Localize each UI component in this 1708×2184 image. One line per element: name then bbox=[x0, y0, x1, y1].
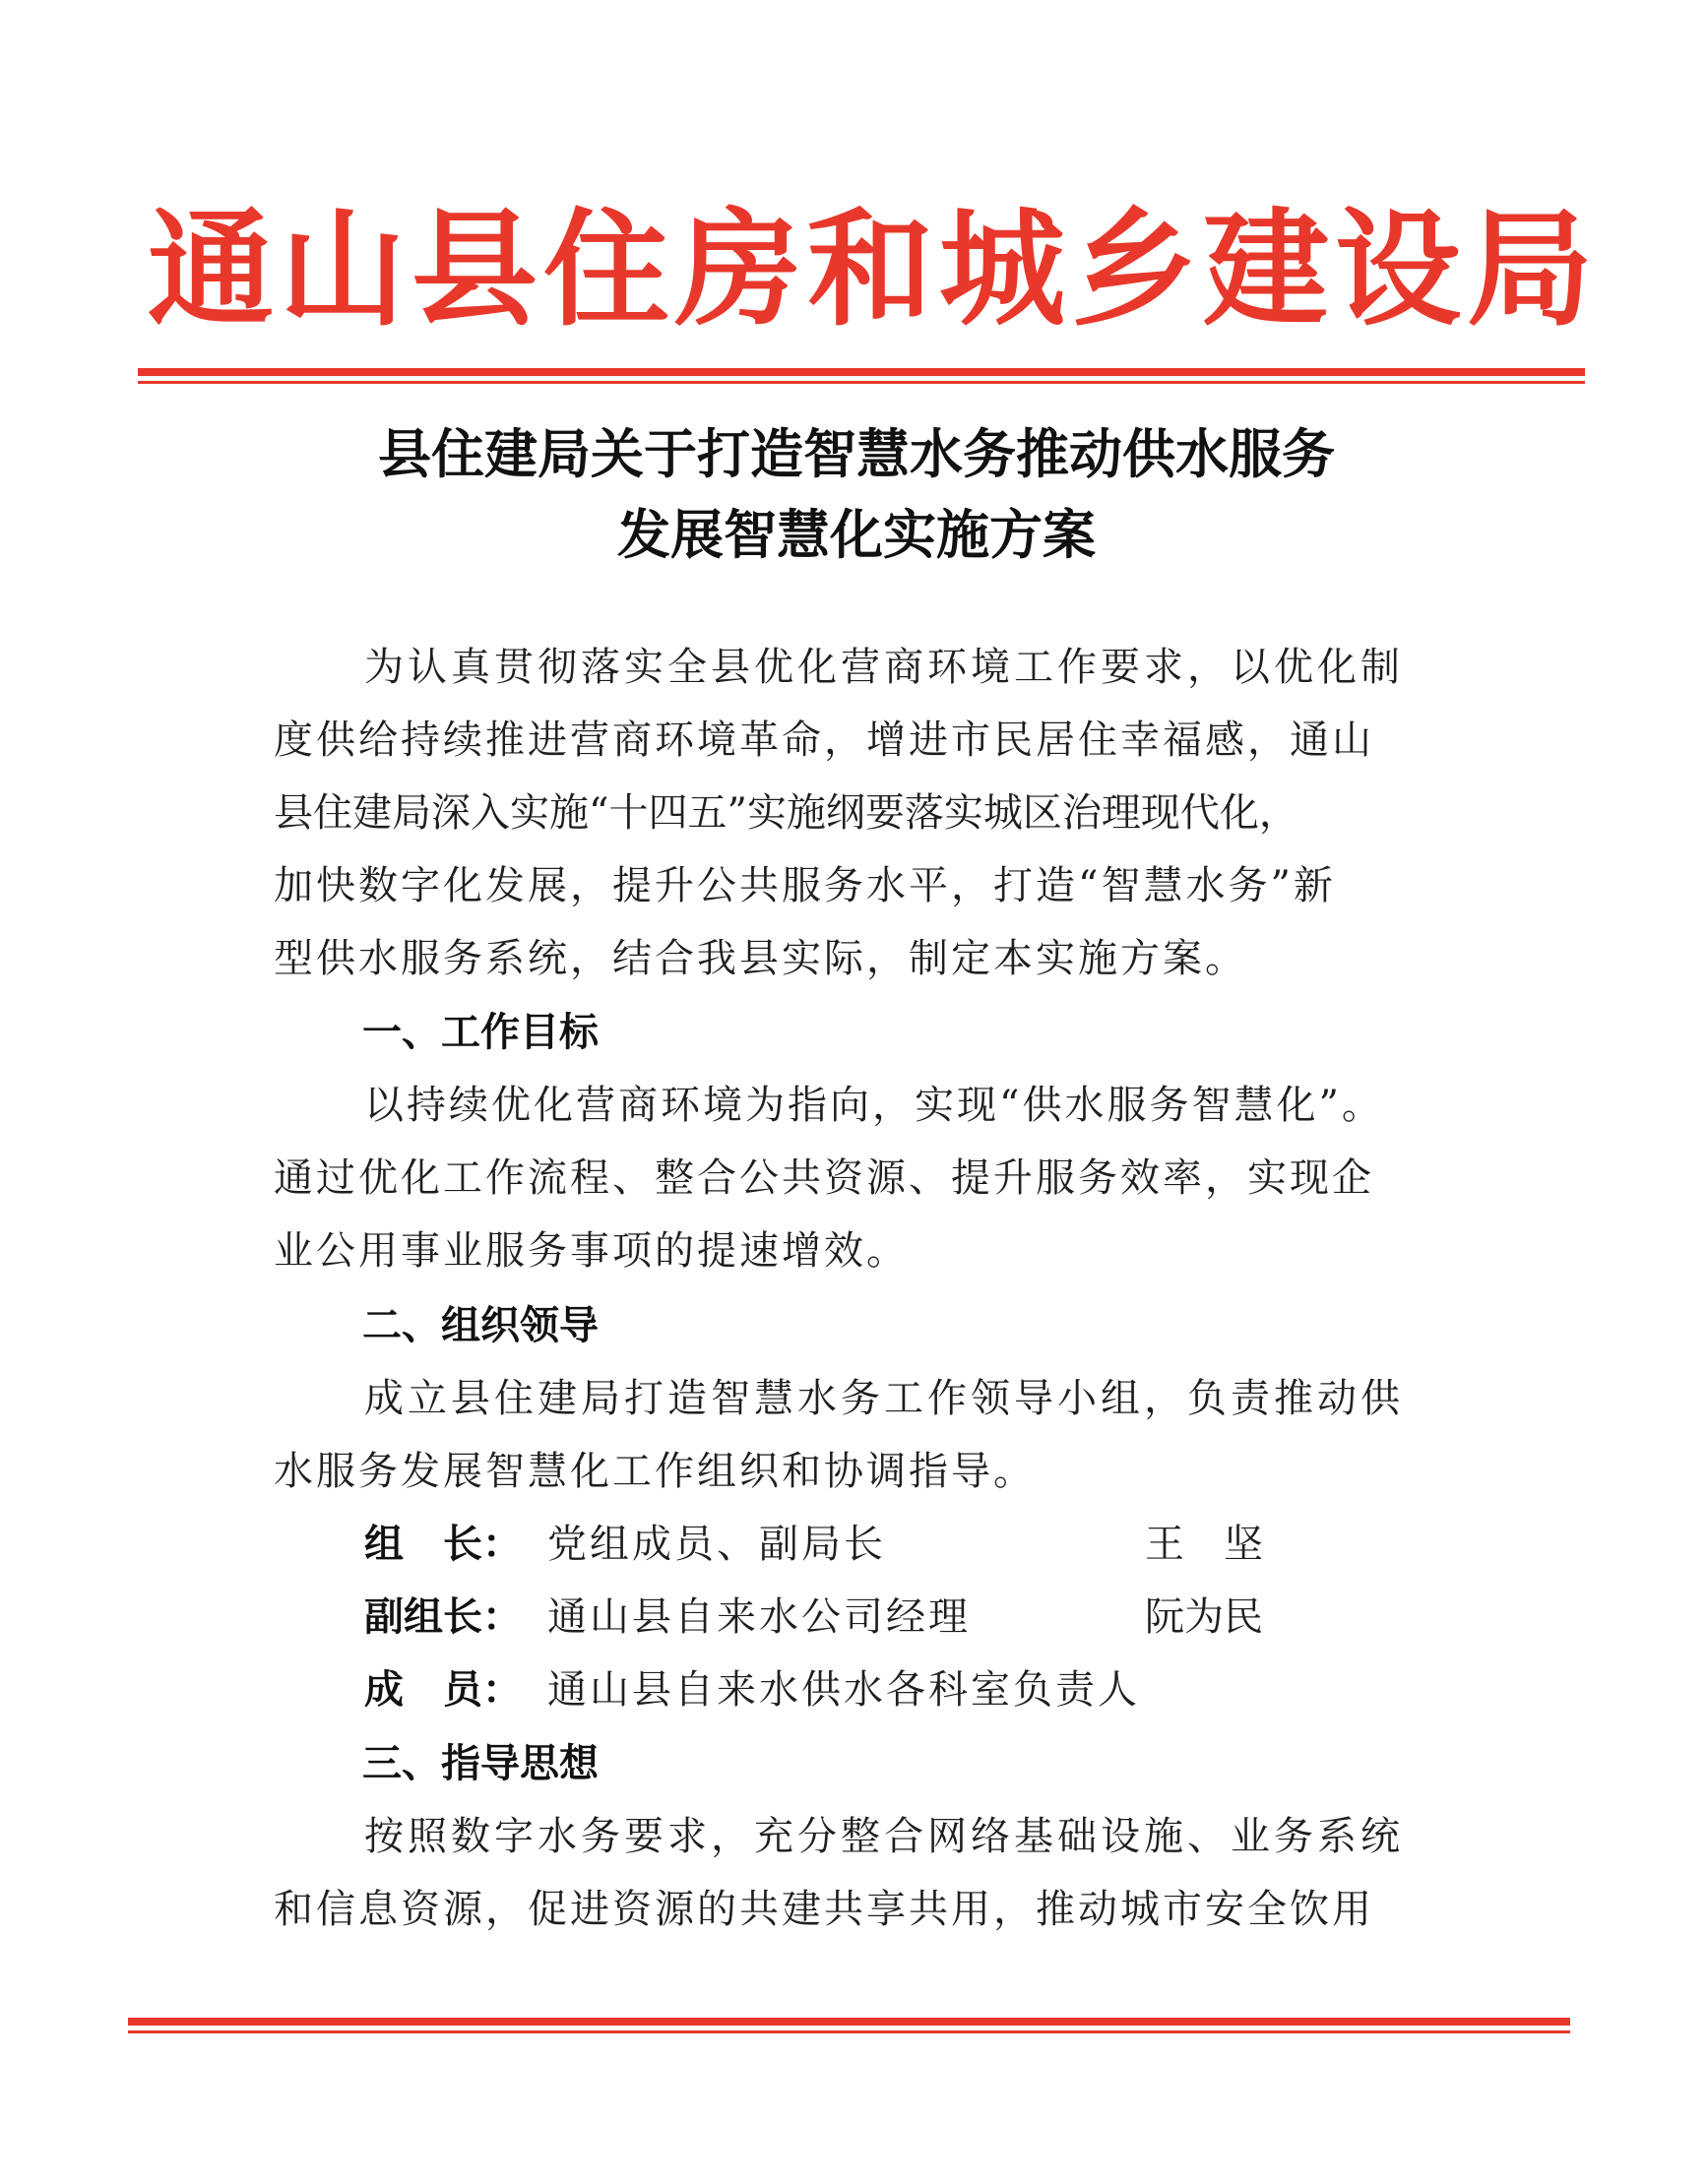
member-title-members: 通山县自来水供水各科室负责人 bbox=[547, 1667, 1140, 1713]
member-name-leader: 王 坚 bbox=[1145, 1522, 1263, 1567]
divider-thin-line bbox=[138, 381, 1585, 384]
member-title-leader: 党组成员、副局长 bbox=[547, 1522, 886, 1567]
intro-line-3: 县住建局深入实施“十四五”实施纲要落实城区治理现代化， bbox=[274, 790, 1298, 836]
section2-heading: 二、组织领导 bbox=[362, 1303, 599, 1348]
member-role-leader: 组 长： bbox=[364, 1522, 522, 1567]
masthead-org-name: 通山县住房和城乡建设局 bbox=[148, 197, 1600, 343]
member-role-deputy: 副组长： bbox=[364, 1594, 522, 1640]
section2-line-2: 水服务发展智慧化工作组织和协调指导。 bbox=[274, 1449, 1036, 1494]
document-title bbox=[197, 413, 1516, 575]
section3-line-2: 和信息资源，促进资源的共建共享共用，推动城市安全饮用 bbox=[274, 1887, 1374, 1932]
document-title-line-1: 县住建局关于打造智慧水务推动供水服务 bbox=[378, 422, 1335, 485]
footer-divider-thick-line bbox=[128, 2018, 1570, 2026]
section1-line-2: 通过优化工作流程、整合公共资源、提升服务效率，实现企 bbox=[274, 1155, 1374, 1201]
member-name-deputy: 阮为民 bbox=[1145, 1594, 1263, 1640]
intro-line-2: 度供给持续推进营商环境革命，增进市民居住幸福感，通山 bbox=[274, 718, 1374, 763]
section3-heading: 三、指导思想 bbox=[362, 1741, 599, 1786]
section3-line-1: 按照数字水务要求，充分整合网络基础设施、业务系统 bbox=[364, 1814, 1404, 1859]
section2-line-1: 成立县住建局打造智慧水务工作领导小组，负责推动供 bbox=[364, 1376, 1404, 1421]
section1-line-3: 业公用事业服务事项的提速增效。 bbox=[274, 1228, 909, 1274]
intro-line-5: 型供水服务系统，结合我县实际，制定本实施方案。 bbox=[274, 936, 1247, 981]
section1-line-1: 以持续优化营商环境为指向，实现“供水服务智慧化”。 bbox=[364, 1083, 1384, 1128]
document-title-line-2: 发展智慧化实施方案 bbox=[617, 503, 1096, 566]
footer-divider bbox=[128, 2018, 1570, 2033]
footer-divider-thin-line bbox=[128, 2030, 1570, 2033]
member-role-members: 成 员： bbox=[364, 1667, 522, 1713]
divider-thick-line bbox=[138, 368, 1585, 376]
masthead-divider bbox=[138, 368, 1585, 384]
member-title-deputy: 通山县自来水公司经理 bbox=[547, 1594, 971, 1640]
intro-line-1: 为认真贯彻落实全县优化营商环境工作要求，以优化制 bbox=[364, 645, 1404, 690]
intro-line-4: 加快数字化发展，提升公共服务水平，打造“智慧水务”新 bbox=[274, 863, 1336, 908]
section1-heading: 一、工作目标 bbox=[362, 1010, 599, 1055]
